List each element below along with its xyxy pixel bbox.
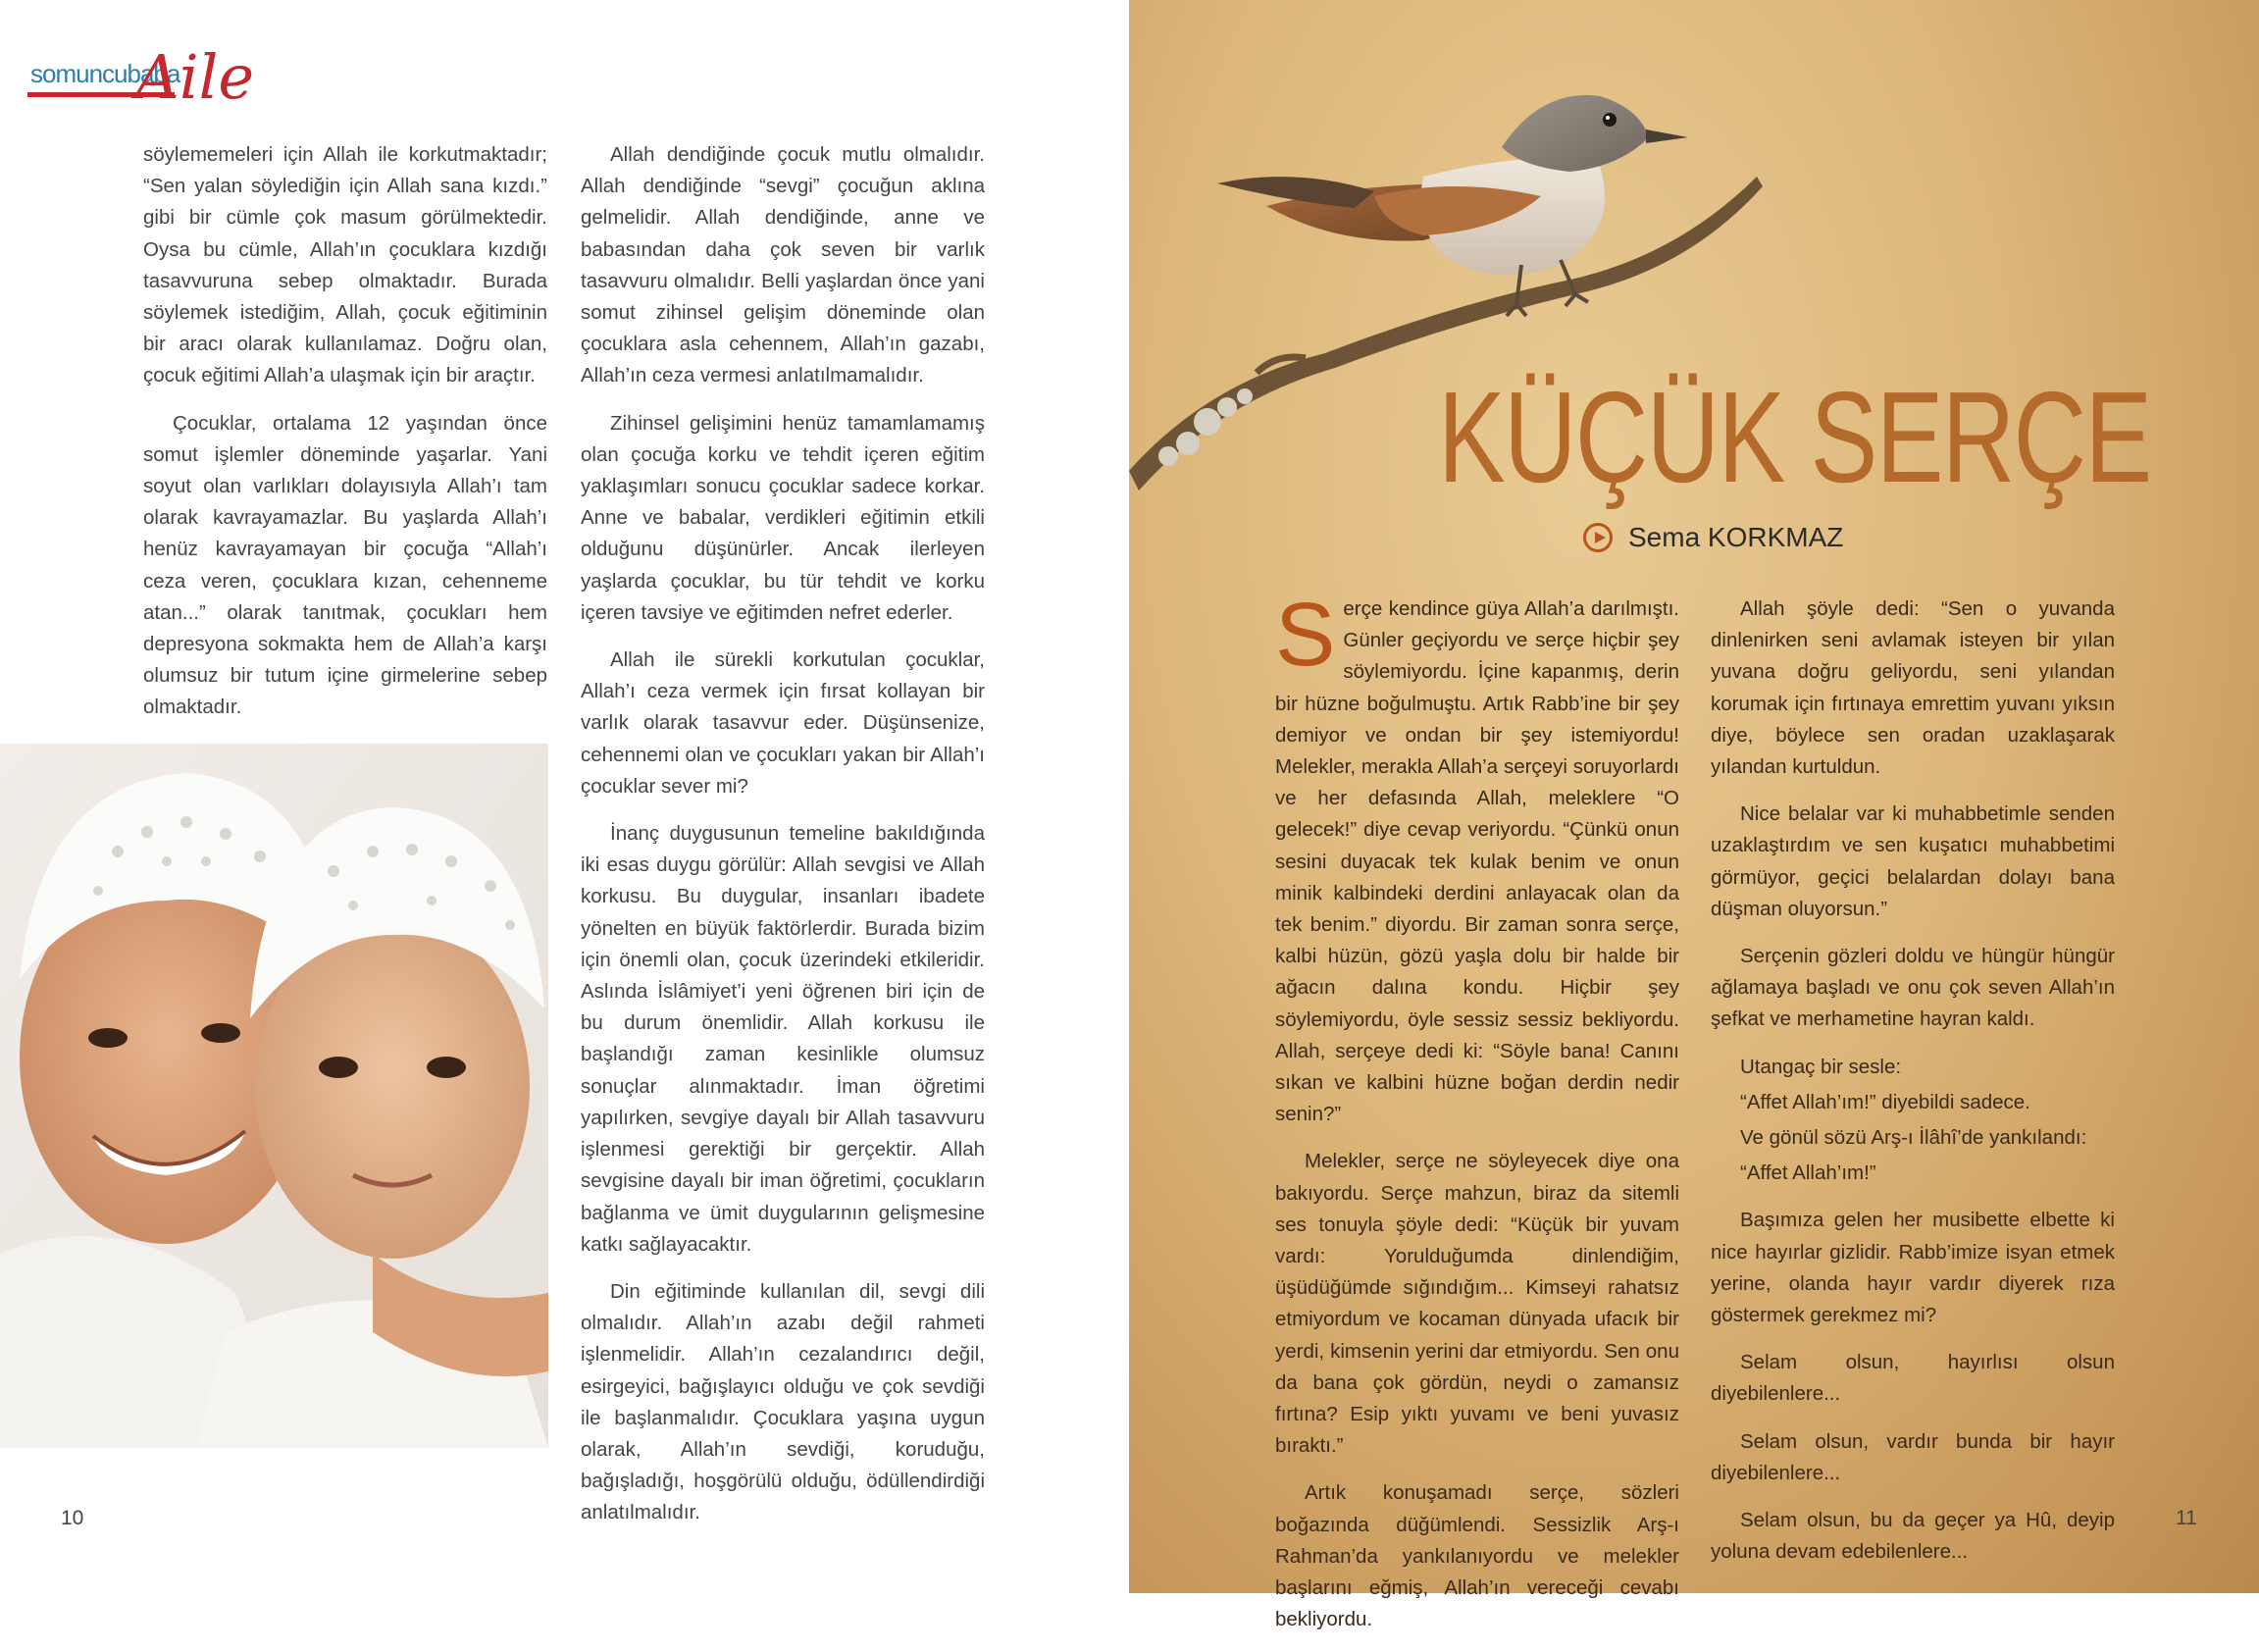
page-number-right: 11 [2176,1507,2197,1529]
paragraph: Çocuklar, ortalama 12 yaşından önce somut işlemler döneminde yaşarlar. Yani soyut olan varlıkları dolayısıyla Allah’ı tam olarak kavrayamazlar. Bu yaşlarda Allah’ı henüz kavrayamayan bir çocuğa “Allah’ı ceza veren, çocuklara kızan, cehenneme atan...” olarak tanıtmak, çocukları hem depresyona sokmakta hem de Allah’a karşı olumsuz bir tutum içine girmelerine sebep olmaktadır. [143,411,547,719]
right-column-2 [1711,594,2115,1583]
left-column-2 [581,139,985,1545]
play-icon [1583,523,1613,552]
author-line [1583,518,1843,557]
paragraph: “Affet Allah’ım!” diyebildi sadece. [1740,1090,2030,1113]
paragraph: Artık konuşamadı serçe, sözleri boğazında düğümlendi. Sessizlik Arş-ı Rahman’da yankılanıyordu ve melekler başlarını eğmiş, Allah’ın vereceği cevabı bekliyordu. [1275,1481,1679,1631]
paragraph: Selam olsun, hayırlısı olsun diyebilenlere... [1711,1351,2115,1406]
author-name: Sema KORKMAZ [1628,522,1844,552]
paragraph: Zihinsel gelişimini henüz tamamlamamış olan çocuğa korku ve tehdit içeren eğitim yaklaşımları sonucu çocuklar sadece korkar. Anne ve babalar, verdikleri eğitimin etkili olduğunu düşünürler. Ancak ilerleyen yaşlarda çocuklar, bu tür tehdit ve korku içeren tavsiye ve eğitimden nefret ederler. [581,411,985,624]
paragraph: söylememeleri için Allah ile korkutmaktadır; “Sen yalan söylediğin için Allah sana kızdı.” gibi bir cümle çok masum görülmektedir. Oysa bu cümle, Allah’ın çocuklara kızdığı tasavvuruna sebep olmaktadır. Burada söylemek istediğim, Allah, çocuk eğitiminin bir aracı olarak kullanılamaz. Doğru olan, çocuk eğitimi Allah’a ulaşmak için bir araçtır. [143,143,547,387]
paragraph: Allah şöyle dedi: “Sen o yuvanda dinlenirken seni avlamak isteyen bir yılan yuvana doğru geliyordu, seni yılandan korumak için fırtınaya emrettim yuvanı yıksın diye, böylece sen oradan uzaklaşarak yılandan kurtuldun. [1711,597,2115,779]
paragraph: Allah ile sürekli korkutulan çocuklar, Allah’ı ceza vermek için fırsat kollayan bir varlık olarak tasavvur eder. Düşünsenize, cehennemi olan ve çocukları yakan bir Allah’ı çocuklar sever mi? [581,648,985,798]
article-title: KÜÇÜK SERÇE [1438,365,2151,509]
paragraph: Din eğitiminde kullanılan dil, sevgi dili olmalıdır. Allah’ın azabı değil rahmeti işlenmelidir. Allah’ın cezalandırıcı değil, esirgeyici, bağışlayıcı olduğu ve çok sevdiği ile başlanmalıdır. Çocuklara yaşına uygun olarak, Allah’ın sevdiği, koruduğu, bağışladığı, hoşgörülü olduğu, ödüllendirdiği anlatılmalıdır. [581,1279,985,1524]
paragraph: Başımıza gelen her musibette elbette ki nice hayırlar gizlidir. Rabb’imize isyan etmek yerine, olanda hayır vardır diyerek rıza göstermek gerekmez mi? [1711,1209,2115,1327]
paragraph: Melekler, serçe ne söyleyecek diye ona bakıyordu. Serçe mahzun, biraz da sitemli ses tonuyla şöyle dedi: “Küçük bir yuvam vardı: Yorulduğumda dinlendiğim, üşüdüğümde sığındığım... Kimseyi rahatsız etmiyordum ve kocaman dünyada ufacık bir yerdi, kimsenin yerini dar etmiyordu. Sen onu da bana çok gördün, neydi o zamansız fırtına? Esip yıktı yuvamı ve beni yuvasız bıraktı.” [1275,1150,1679,1458]
magazine-header [27,41,263,113]
paragraph: “Affet Allah’ım!” [1740,1162,1876,1185]
paragraph: İnanç duygusunun temeline bakıldığında iki esas duygu görülür: Allah sevgisi ve Allah korkusu. Bu duygular, insanları ibadete yönelten en büyük faktörlerdir. Burada bizim için önemli olan, çocuk üzerindeki etkileridir. Aslında İslâmiyet’i yeni öğrenen biri için de bu durum önemlidir. Allah korkusu ile başlandığı zaman kesinlikle olumsuz sonuçlar alınmaktadır. İman öğretimi yapılırken, sevgiye dayalı bir Allah tasavvuru işlenmesi gerektiği bir gerçektir. Allah sevgisine dayalı bir iman öğretimi, çocukların bağlanma ve ümit duygularının gelişmesine katkı sağlayacaktır. [581,822,985,1256]
section-title: Aile [135,41,255,113]
first-paragraph [1275,585,1679,1130]
left-page [0,0,1129,1593]
drop-cap: S [1275,585,1336,685]
first-paragraph-text: erçe kendince güya Allah’a darılmıştı. Günler geçiyordu ve serçe hiçbir şey söylemiyordu. İçine kapanmış, derin bir hüzne boğulmuştu. Artık Rabb’ine bir şey demiyor ve ondan bir şey istemiyordu! Melekler, merakla Allah’a serçeyi soruyorlardı ve her defasında Allah, meleklere “O gelecek!” diye cevap veriyordu. “Çünkü onun sesini duyacak tek kulak benim ve onun minik kalbindeki derdini anlayacak olan da tek benim.” diyordu. Bir zaman sonra serçe, kalbi hüzün, gözü yaşla dolu bir halde bir ağacın dalına kondu. Hiçbir şey söylemiyordu, öyle sessiz sessiz bekliyordu. Allah, serçeye dedi ki: “Söyle bana! Canını sıkan ve kalbini hüzne boğan derdin nedir senin?” [1275,597,1679,1126]
page-number-left: 10 [61,1507,84,1529]
paragraph: Utangaç bir sesle: [1740,1055,1902,1078]
paragraph: Selam olsun, vardır bunda bir hayır diyebilenlere... [1711,1429,2115,1484]
left-column-1 [143,139,547,740]
paragraph: Nice belalar var ki muhabbetimle senden uzaklaştırdım ve sen kuşatıcı muhabbetimi görmüyor, geçici belalardan dolayı bana düşman oluyorsun.” [1711,802,2115,920]
brand-logo: somuncubaba [30,59,180,88]
paragraph: Selam olsun, bu da geçer ya Hû, deyip yoluna devam edebilenlere... [1711,1509,2115,1564]
paragraph: Allah dendiğinde çocuk mutlu olmalıdır. Allah dendiğinde “sevgi” çocuğun aklına gelmelidir. Allah dendiğinde, anne ve babasından daha çok seven bir varlık tasavvuru olmalıdır. Belli yaşlardan önce yani somut zihinsel gelişim döneminde olan çocuklara asla cehennem, Allah’ın gazabı, Allah’ın ceza vermesi anlatılmamalıdır. [581,143,985,387]
paragraph: Ve gönül sözü Arş-ı İlâhî’de yankılandı: [1740,1126,2087,1150]
children-photo [0,744,548,1448]
two-boys-image [0,744,548,1448]
paragraph: Serçenin gözleri doldu ve hüngür hüngür ağlamaya başladı ve onu çok seven Allah’ın şefkat ve merhametine hayran kaldı. [1711,945,2115,1031]
right-column-1 [1275,585,1679,1652]
